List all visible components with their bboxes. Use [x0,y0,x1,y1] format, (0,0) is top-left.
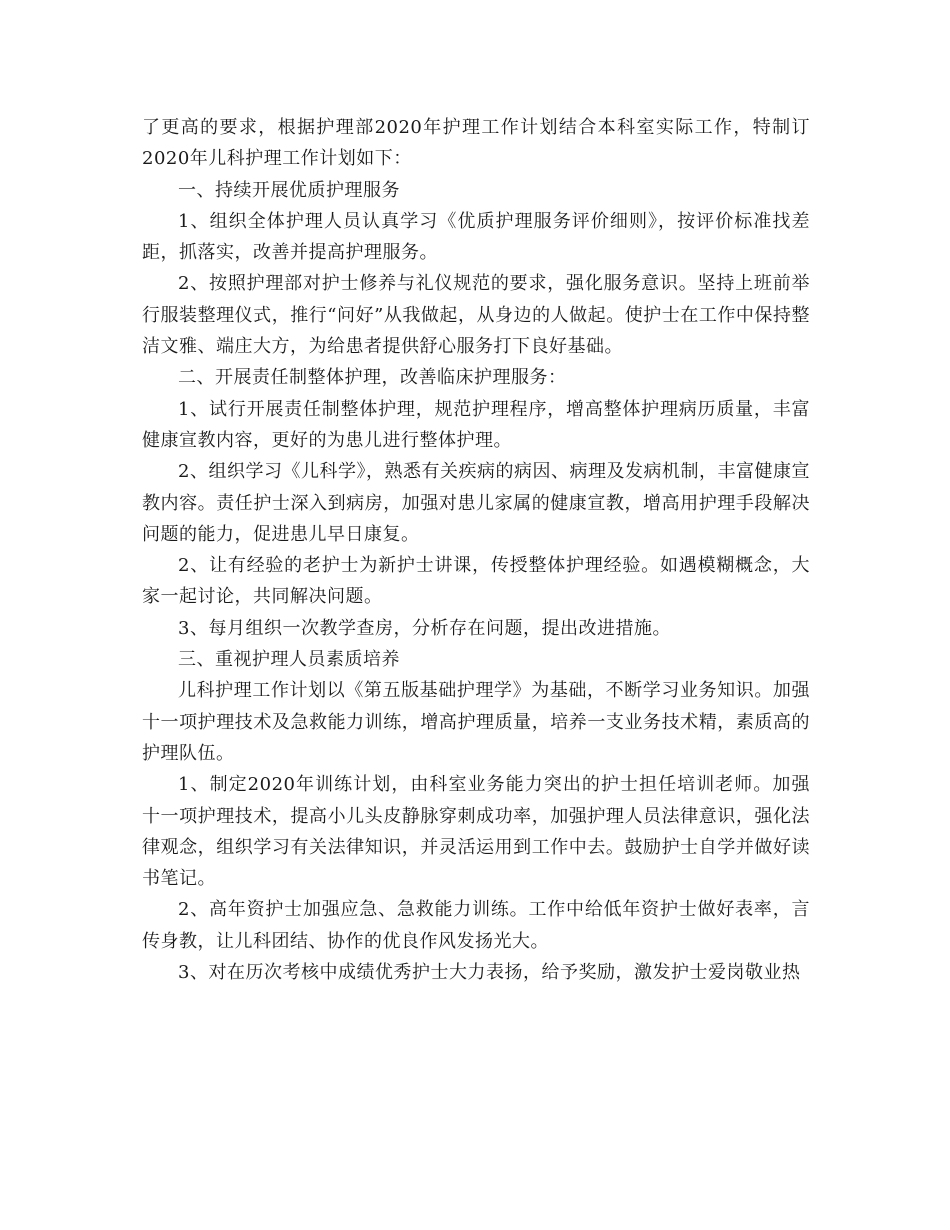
paragraph-item: 2、让有经验的老护士为新护士讲课，传授整体护理经验。如遇模糊概念，大家一起讨论，共同解决问题。 [142,555,810,608]
paragraph-item: 1、组织全体护理人员认真学习《优质护理服务评价细则》，按评价标准找差距，抓落实，改善并提高护理服务。 [142,210,810,264]
paragraph-item: 3、每月组织一次教学查房，分析存在问题，提出改进措施。 [178,617,671,639]
section-heading-1: 一、持续开展优质护理服务 [178,179,400,201]
paragraph-item: 2、高年资护士加强应急、急救能力训练。工作中给低年资护士做好表率，言传身教，让儿科团结、协作的优良作风发扬光大。 [142,899,810,952]
section-heading-2: 二、开展责任制整体护理，改善临床护理服务： [178,367,567,389]
section-heading-3: 三、重视护理人员素质培养 [178,649,400,671]
paragraph-item: 1、试行开展责任制整体护理，规范护理程序，增高整体护理病历质量，丰富健康宣教内容，更好的为患儿进行整体护理。 [142,398,810,451]
document-page [142,112,810,988]
paragraph-item: 2、组织学习《儿科学》，熟悉有关疾病的病因、病理及发病机制，丰富健康宣教内容。责任护士深入到病房，加强对患儿家属的健康宣教，增高用护理手段解决问题的能力，促进患儿早日康复。 [142,461,810,545]
paragraph-item: 3、对在历次考核中成绩优秀护士大力表扬，给予奖励，激发护士爱岗敬业热 [178,962,801,984]
paragraph-body: 儿科护理工作计划以《第五版基础护理学》为基础，不断学习业务知识。加强十一项护理技术及急救能力训练，增高护理质量，培养一支业务技术精，素质高的护理队伍。 [142,680,810,764]
paragraph-item: 1、制定2020年训练计划，由科室业务能力突出的护士担任培训老师。加强十一项护理技术，提高小儿头皮静脉穿刺成功率，加强护理人员法律意识，强化法律观念，组织学习有关法律知识，并灵活运用到工作中去。鼓励护士自学并做好读书笔记。 [142,774,810,890]
paragraph-item: 2、按照护理部对护士修养与礼仪规范的要求，强化服务意识。坚持上班前举行服装整理仪式，推行“问好”从我做起，从身边的人做起。使护士在工作中保持整洁文雅、端庄大方，为给患者提供舒心服务打下良好基础。 [142,273,810,358]
paragraph-intro-continuation: 了更高的要求，根据护理部2020年护理工作计划结合本科室实际工作，特制订2020年儿科护理工作计划如下： [142,117,810,170]
